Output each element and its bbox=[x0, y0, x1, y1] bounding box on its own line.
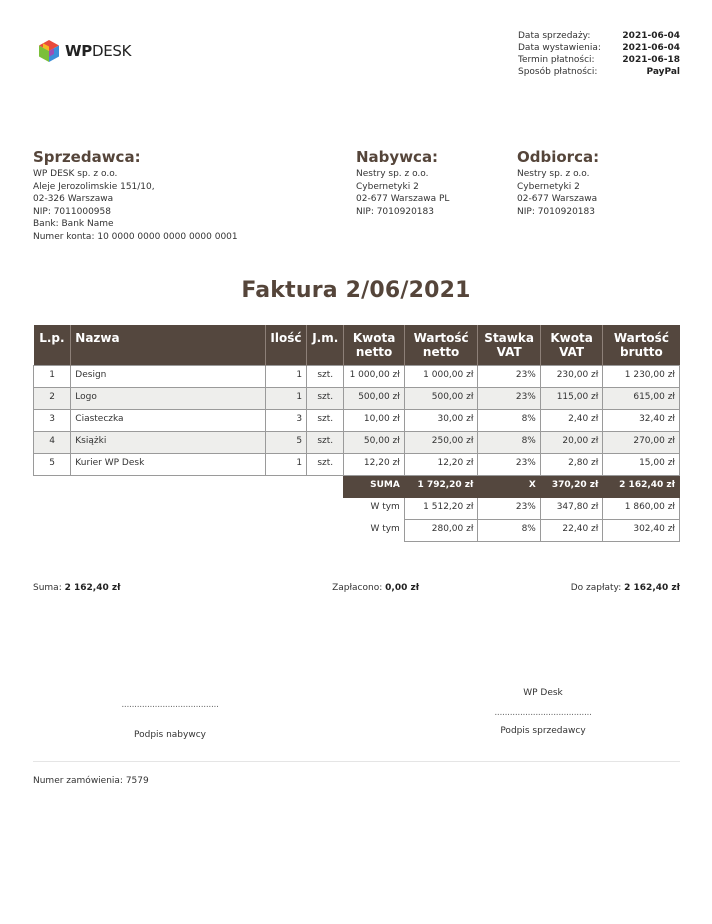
seller-line: Bank: Bank Name bbox=[33, 219, 114, 229]
seller-signature-label: Podpis sprzedawcy bbox=[500, 726, 586, 736]
recipient-block bbox=[517, 148, 677, 218]
table-cell: 2 bbox=[34, 388, 71, 410]
recipient-line: Nestry sp. z o.o. bbox=[517, 169, 590, 179]
breakdown-label: W tym bbox=[370, 502, 400, 512]
recipient-line: 02-677 Warszawa bbox=[517, 194, 598, 204]
table-cell: 2,80 zł bbox=[540, 454, 602, 476]
table-cell: 8% bbox=[478, 432, 540, 454]
table-cell: 23% bbox=[478, 388, 540, 410]
recipient-title: Odbiorca: bbox=[517, 148, 600, 166]
seller-title: Sprzedawca: bbox=[33, 148, 141, 166]
table-cell: 1 bbox=[34, 366, 71, 388]
table-cell: 500,00 zł bbox=[344, 388, 404, 410]
table-cell: 1 230,00 zł bbox=[603, 366, 680, 388]
table-cell: 615,00 zł bbox=[603, 388, 680, 410]
table-cell: 23% bbox=[478, 366, 540, 388]
breakdown-netto: 1 512,20 zł bbox=[404, 498, 478, 520]
sum-rate: X bbox=[478, 476, 540, 498]
table-cell: 50,00 zł bbox=[344, 432, 404, 454]
wpdesk-cube-icon bbox=[38, 39, 60, 63]
buyer-line: NIP: 7010920183 bbox=[356, 206, 434, 217]
table-row bbox=[34, 388, 680, 410]
seller-line: Aleje Jerozolimskie 151/10, bbox=[33, 181, 155, 192]
table-cell: szt. bbox=[307, 432, 344, 454]
table-cell: 5 bbox=[34, 454, 71, 476]
table-cell: 12,20 zł bbox=[344, 454, 404, 476]
table-cell: 3 bbox=[265, 410, 306, 432]
breakdown-rate: 23% bbox=[478, 498, 540, 520]
table-cell: 500,00 zł bbox=[404, 388, 478, 410]
table-row bbox=[34, 432, 680, 454]
total-due: Do zapłaty: 2 162,40 zł bbox=[570, 583, 680, 593]
buyer-line: Nestry sp. z o.o. bbox=[356, 169, 429, 179]
sum-vat: 370,20 zł bbox=[540, 476, 602, 498]
order-number: Numer zamówienia: 7579 bbox=[33, 776, 149, 786]
table-cell: 1 bbox=[265, 366, 306, 388]
col-net-value: Wartość netto bbox=[404, 325, 478, 366]
recipient-line: Cybernetyki 2 bbox=[517, 181, 580, 192]
col-lp: L.p. bbox=[34, 325, 71, 366]
buyer-block bbox=[356, 148, 506, 218]
col-unit: J.m. bbox=[307, 325, 344, 366]
seller-line: NIP: 7011000958 bbox=[33, 206, 111, 217]
table-cell: 115,00 zł bbox=[540, 388, 602, 410]
buyer-line: Cybernetyki 2 bbox=[356, 181, 419, 192]
table-cell: 1 000,00 zł bbox=[404, 366, 478, 388]
col-vat-amount: Kwota VAT bbox=[540, 325, 602, 366]
table-cell: 30,00 zł bbox=[404, 410, 478, 432]
table-cell: 250,00 zł bbox=[404, 432, 478, 454]
table-cell: 20,00 zł bbox=[540, 432, 602, 454]
seller-signature-name: WP Desk bbox=[523, 688, 563, 698]
table-cell: Kurier WP Desk bbox=[71, 454, 266, 476]
table-row bbox=[34, 366, 680, 388]
buyer-line: 02-677 Warszawa PL bbox=[356, 194, 450, 204]
breakdown-vat: 347,80 zł bbox=[540, 498, 602, 520]
invoice-title: Faktura 2/06/2021 bbox=[241, 278, 471, 303]
seller-line: WP DESK sp. z o.o. bbox=[33, 169, 118, 179]
total-sum: Suma: 2 162,40 zł bbox=[33, 583, 121, 593]
vat-breakdown-row bbox=[34, 498, 680, 520]
table-cell: 10,00 zł bbox=[344, 410, 404, 432]
table-cell: szt. bbox=[307, 454, 344, 476]
meta-issue-date: Data wystawienia: 2021-06-04 bbox=[518, 43, 680, 53]
sum-brutto: 2 162,40 zł bbox=[603, 476, 680, 498]
table-cell: 230,00 zł bbox=[540, 366, 602, 388]
meta-sale-date: Data sprzedaży: 2021-06-04 bbox=[518, 31, 680, 41]
table-cell: szt. bbox=[307, 366, 344, 388]
spacer bbox=[34, 476, 344, 498]
items-table bbox=[33, 325, 680, 542]
sum-netto: 1 792,20 zł bbox=[404, 476, 478, 498]
buyer-signature bbox=[70, 700, 270, 740]
seller-line: 02-326 Warszawa bbox=[33, 194, 114, 204]
sum-label: SUMA bbox=[344, 476, 404, 498]
table-cell: 1 bbox=[265, 454, 306, 476]
breakdown-vat: 22,40 zł bbox=[540, 520, 602, 542]
table-cell: 23% bbox=[478, 454, 540, 476]
buyer-signature-line: ...................................... bbox=[121, 700, 219, 710]
buyer-signature-label: Podpis nabywcy bbox=[134, 730, 206, 740]
table-cell: 2,40 zł bbox=[540, 410, 602, 432]
table-row bbox=[34, 410, 680, 432]
buyer-title: Nabywca: bbox=[356, 148, 439, 166]
total-paid: Zapłacono: 0,00 zł bbox=[332, 583, 420, 593]
breakdown-label: W tym bbox=[370, 523, 400, 534]
table-cell: 12,20 zł bbox=[404, 454, 478, 476]
seller-line: Numer konta: 10 0000 0000 0000 0000 0001 bbox=[33, 231, 238, 242]
col-vat-rate: Stawka VAT bbox=[478, 325, 540, 366]
spacer bbox=[34, 520, 344, 542]
breakdown-brutto: 302,40 zł bbox=[603, 520, 680, 542]
col-name: Nazwa bbox=[71, 325, 266, 366]
col-unit-net: Kwota netto bbox=[344, 325, 404, 366]
table-cell: 5 bbox=[265, 432, 306, 454]
table-cell: Logo bbox=[71, 388, 266, 410]
col-qty: Ilość bbox=[265, 325, 306, 366]
table-cell: 270,00 zł bbox=[603, 432, 680, 454]
spacer bbox=[34, 498, 344, 520]
vat-breakdown-row bbox=[34, 520, 680, 542]
logo-text: WPDESK bbox=[65, 42, 132, 60]
table-row bbox=[34, 454, 680, 476]
table-cell: 8% bbox=[478, 410, 540, 432]
table-cell: 1 bbox=[265, 388, 306, 410]
table-header bbox=[34, 325, 680, 366]
table-cell: Design bbox=[71, 366, 266, 388]
table-cell: 15,00 zł bbox=[603, 454, 680, 476]
seller-signature bbox=[443, 688, 643, 736]
breakdown-rate: 8% bbox=[478, 520, 540, 542]
recipient-line: NIP: 7010920183 bbox=[517, 206, 595, 217]
table-cell: 3 bbox=[34, 410, 71, 432]
signatures bbox=[33, 688, 680, 748]
table-cell: 32,40 zł bbox=[603, 410, 680, 432]
invoice-meta bbox=[518, 31, 680, 79]
table-cell: 4 bbox=[34, 432, 71, 454]
divider bbox=[33, 761, 680, 762]
totals-bar bbox=[33, 583, 680, 593]
table-cell: szt. bbox=[307, 388, 344, 410]
table-cell: Książki bbox=[71, 432, 266, 454]
table-cell: szt. bbox=[307, 410, 344, 432]
col-gross: Wartość brutto bbox=[603, 325, 680, 366]
breakdown-netto: 280,00 zł bbox=[404, 520, 478, 542]
seller-signature-line: ...................................... bbox=[494, 708, 592, 718]
table-cell: Ciasteczka bbox=[71, 410, 266, 432]
table-cell: 1 000,00 zł bbox=[344, 366, 404, 388]
breakdown-brutto: 1 860,00 zł bbox=[603, 498, 680, 520]
meta-due-date: Termin płatności: 2021-06-18 bbox=[518, 55, 680, 65]
company-logo bbox=[38, 38, 148, 64]
seller-block bbox=[33, 148, 293, 243]
meta-payment-method: Sposób płatności: PayPal bbox=[518, 67, 680, 77]
sum-row bbox=[34, 476, 680, 498]
